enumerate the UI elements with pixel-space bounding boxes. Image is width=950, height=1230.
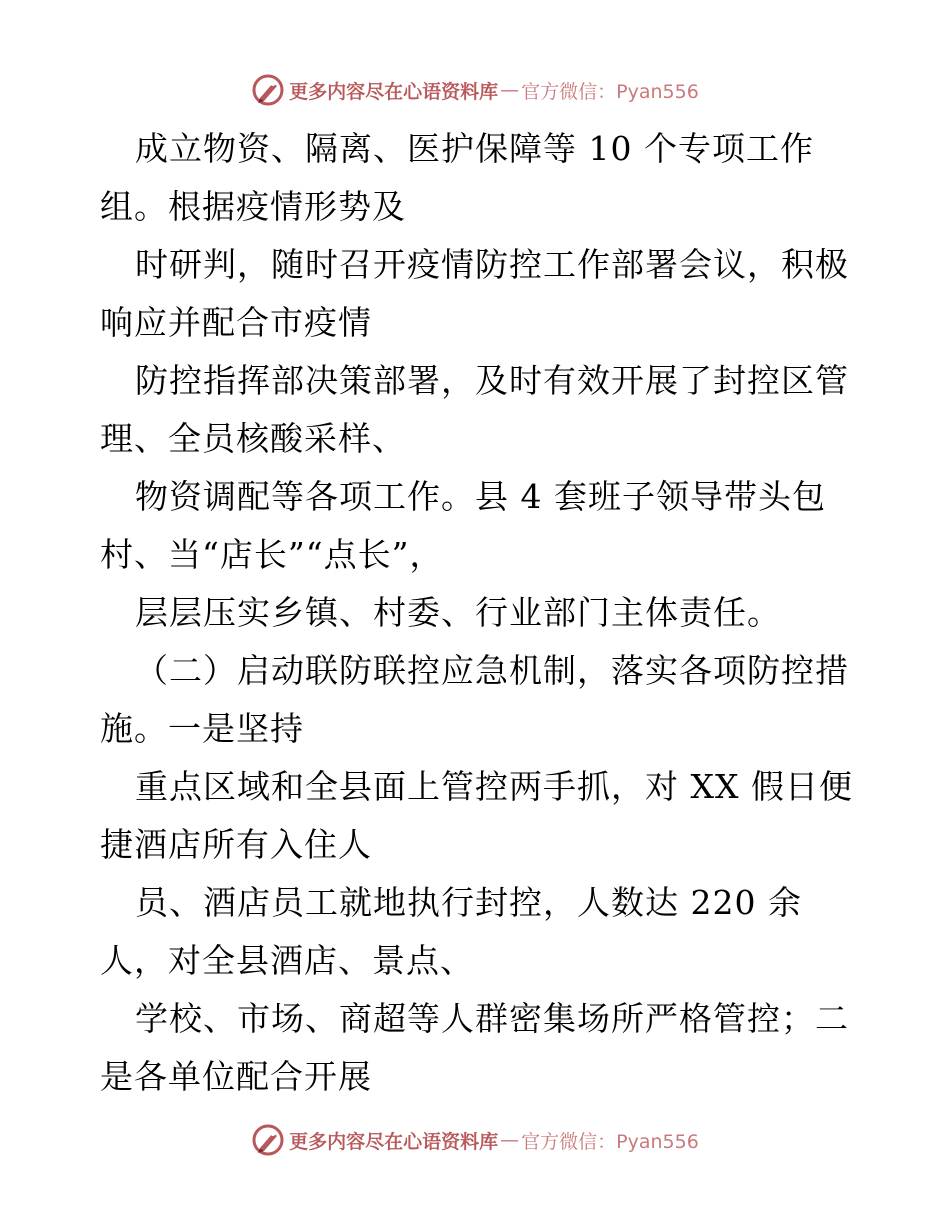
body-line: 响应并配合市疫情 [100, 303, 372, 342]
body-line: 理、全员核酸采样、 [100, 419, 406, 458]
header-watermark-banner [0, 70, 950, 110]
body-line: 成立物资、隔离、医护保障等 10 个专项工作 [135, 129, 814, 168]
body-line: 员、酒店员工就地执行封控，人数达 220 余 [135, 883, 802, 922]
body-line: 捷酒店所有入住人 [100, 825, 372, 864]
body-line: 层层压实乡镇、村委、行业部门主体责任。 [135, 593, 781, 632]
body-line: 施。一是坚持 [100, 709, 304, 748]
watermark-contact-text: 官方微信：Pyan556 [521, 1130, 699, 1153]
watermark-contact-text: 官方微信：Pyan556 [521, 80, 699, 103]
footer-watermark-banner [0, 1120, 950, 1160]
body-line: 重点区域和全县面上管控两手抓，对 XX 假日便 [135, 767, 853, 806]
body-line: 物资调配等各项工作。县 4 套班子领导带头包 [135, 477, 826, 516]
body-line: 村、当“店长”“点长”， [100, 535, 444, 574]
body-line: 时研判，随时召开疫情防控工作部署会议，积极 [135, 245, 849, 284]
section-heading-line: （二）启动联防联控应急机制，落实各项防控措 [135, 651, 849, 690]
body-line: 学校、市场、商超等人群密集场所严格管控；二 [135, 999, 849, 1038]
body-line: 防控指挥部决策部署，及时有效开展了封控区管 [135, 361, 849, 400]
watermark-separator: — [500, 79, 520, 101]
pen-logo-icon [251, 1123, 285, 1157]
document-body [100, 120, 860, 1106]
body-line: 组。根据疫情形势及 [100, 187, 406, 226]
watermark-separator: — [500, 1129, 520, 1151]
watermark-promo-text: 更多内容尽在心语资料库 [289, 1130, 499, 1153]
watermark-promo-text: 更多内容尽在心语资料库 [289, 80, 499, 103]
body-line: 是各单位配合开展 [100, 1057, 372, 1096]
pen-logo-icon [251, 73, 285, 107]
body-line: 人，对全县酒店、景点、 [100, 941, 474, 980]
